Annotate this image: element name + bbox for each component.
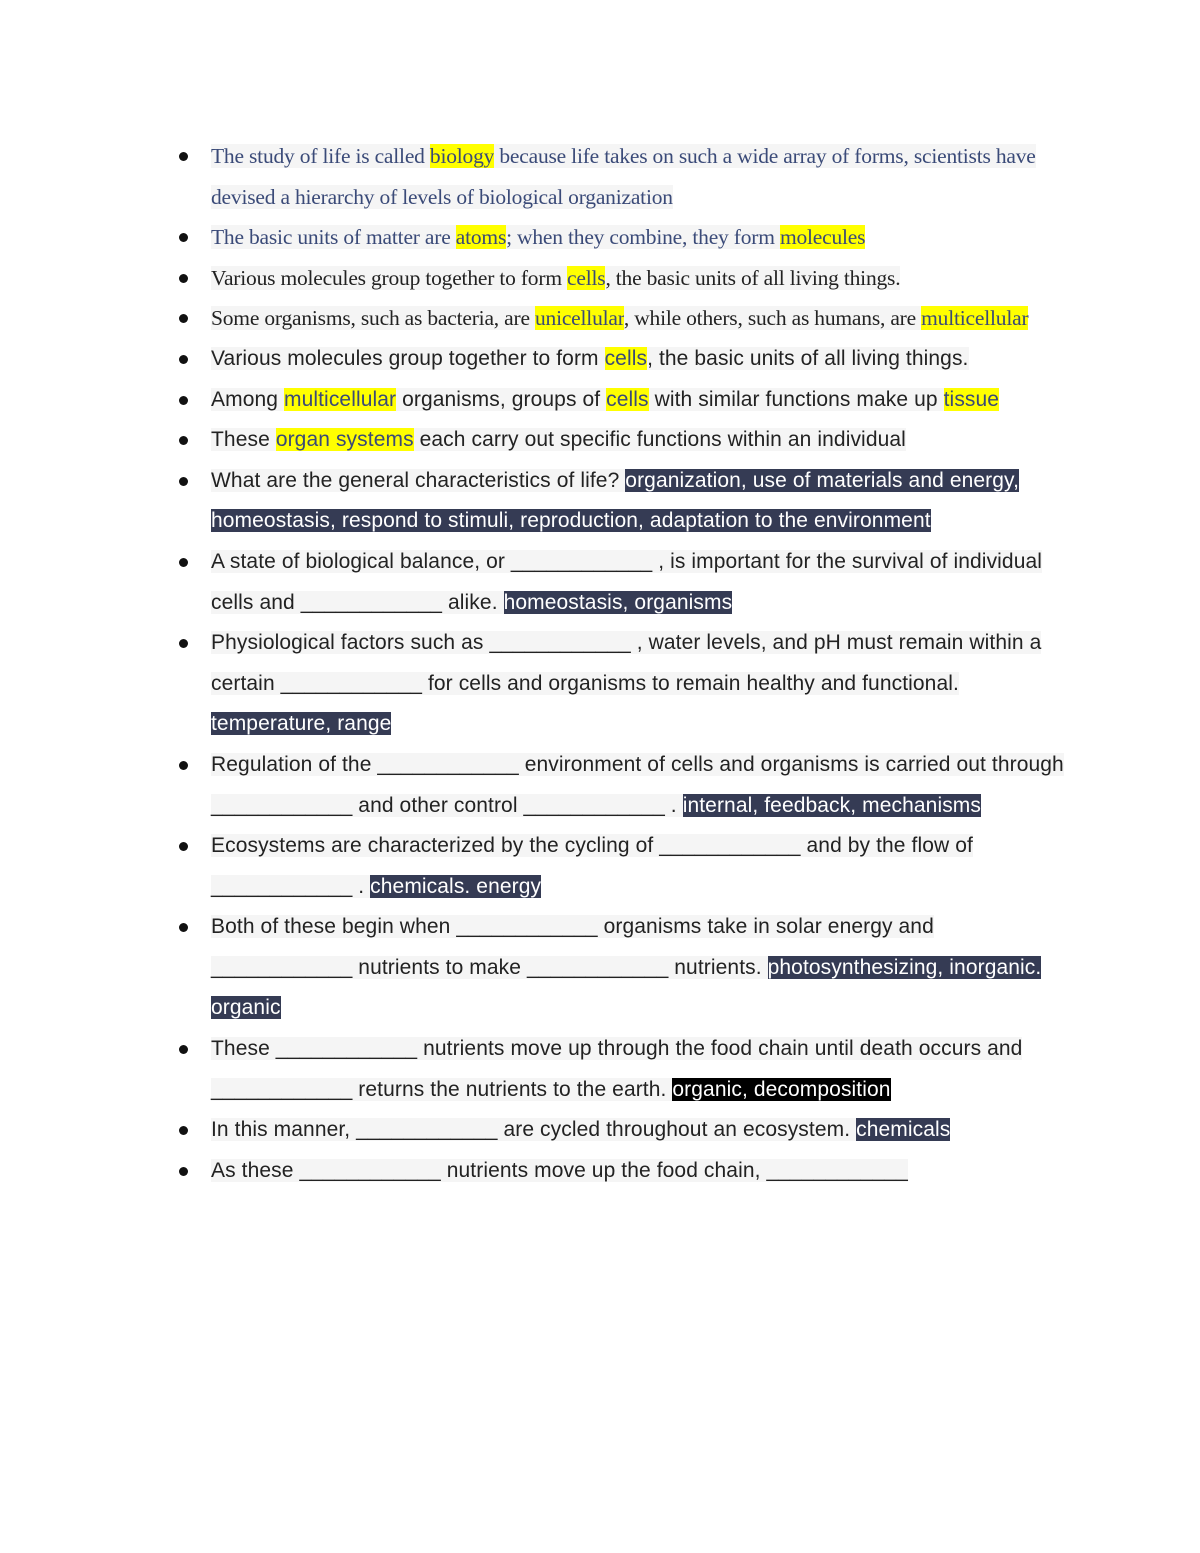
item-text: Various molecules group together to form: [211, 265, 568, 290]
list-item: [176, 907, 1076, 1029]
item-text: As these ____________ nutrients move up the food chain, ____________: [211, 1158, 908, 1182]
list-item: [176, 420, 1076, 461]
item-text: In this manner, ____________ are cycled throughout an ecosystem.: [211, 1118, 857, 1142]
item-text: Various molecules group together to form: [211, 346, 605, 370]
answer-text: chemicals: [856, 1118, 951, 1142]
item-text: each carry out specific functions within an individual: [413, 428, 906, 452]
item-text: Physiological factors such as ____________ , water levels, and pH must remain within a certain ____________ for cells and organisms to remain healthy and functional.: [211, 631, 1042, 695]
answer-text: organic, decomposition: [672, 1077, 891, 1101]
list-item: [176, 1110, 1076, 1151]
highlighted-term: molecules: [779, 225, 866, 250]
list-item: [176, 217, 1076, 258]
highlighted-term: unicellular: [534, 306, 624, 331]
item-text: These: [211, 428, 276, 452]
list-item: [176, 542, 1076, 623]
item-text: The study of life is called: [211, 144, 430, 168]
item-text: Ecosystems are characterized by the cycling of ____________ and by the flow of ____________ .: [211, 834, 973, 898]
item-text: , while others, such as humans, are: [623, 306, 922, 331]
item-text: These ____________ nutrients move up through the food chain until death occurs and ____________ returns the nutrients to the earth.: [211, 1037, 1023, 1101]
item-text: , the basic units of all living things.: [605, 265, 901, 290]
answer-text: photosynthesizing, inorganic. organic: [211, 955, 1042, 1020]
highlighted-term: cells: [567, 265, 606, 290]
item-text: Some organisms, such as bacteria, are: [211, 306, 535, 331]
item-text: The basic units of matter are: [211, 225, 456, 250]
highlighted-term: multicellular: [921, 306, 1029, 331]
list-item: [176, 258, 1076, 299]
answer-text: internal, feedback, mechanisms: [682, 793, 981, 817]
item-text: organisms, groups of: [396, 387, 607, 411]
bullet-list: [176, 136, 1076, 1191]
list-item: [176, 1029, 1076, 1110]
item-text: Both of these begin when ____________ organisms take in solar energy and ____________ nutrients to make ____________ nutrients.: [211, 915, 934, 979]
highlighted-term: cells: [606, 387, 649, 411]
highlighted-term: biology: [429, 144, 495, 168]
item-text: Among: [211, 387, 284, 411]
highlighted-term: organ systems: [275, 428, 414, 452]
list-item: [176, 339, 1076, 380]
list-item: [176, 745, 1076, 826]
list-item: [176, 136, 1076, 217]
answer-text: chemicals. energy: [370, 874, 542, 898]
item-text: , the basic units of all living things.: [647, 346, 969, 370]
highlighted-term: multicellular: [283, 387, 397, 411]
item-text: because life takes on such a wide array of forms, scientists have devised a hierarchy of levels of biological organization: [211, 144, 1036, 209]
answer-text: organization, use of materials and energy, homeostasis, respond to stimuli, reproduction, adaptation to the environment: [211, 468, 1020, 533]
highlighted-term: cells: [604, 346, 648, 370]
item-text: ; when they combine, they form: [506, 225, 780, 250]
item-text: with similar functions make up: [648, 387, 944, 411]
highlighted-term: tissue: [943, 387, 1000, 411]
list-item: [176, 298, 1076, 339]
highlighted-term: atoms: [455, 225, 507, 250]
item-text: What are the general characteristics of life?: [211, 468, 626, 492]
answer-text: temperature, range: [211, 712, 392, 736]
list-item: [176, 623, 1076, 745]
answer-text: homeostasis, organisms: [503, 590, 733, 614]
item-text: A state of biological balance, or ____________ , is important for the survival of individual cells and ____________ alike.: [211, 549, 1043, 614]
item-text: Regulation of the ____________ environment of cells and organisms is carried out through ____________ and other control ____________ .: [211, 752, 1064, 817]
list-item: [176, 1151, 1076, 1192]
list-item: [176, 826, 1076, 907]
list-item: [176, 461, 1076, 542]
list-item: [176, 380, 1076, 421]
